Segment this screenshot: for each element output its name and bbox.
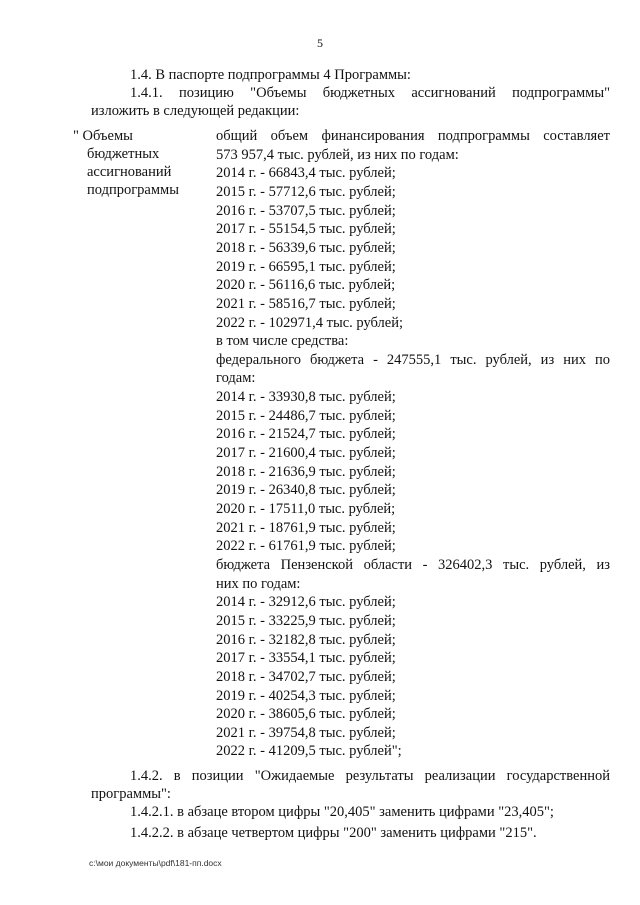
right-line: 573 957,4 тыс. рублей, из них по годам: (216, 146, 459, 163)
table-left-column (73, 127, 213, 199)
right-line: 2021 г. - 58516,7 тыс. рублей; (216, 295, 396, 312)
right-line: них по годам: (216, 575, 301, 592)
right-line: 2017 г. - 33554,1 тыс. рублей; (216, 650, 396, 667)
right-line: 2020 г. - 38605,6 тыс. рублей; (216, 706, 396, 723)
right-line: федерального бюджета - 247555,1 тыс. рублей, из них по (216, 351, 610, 368)
right-line: 2019 г. - 40254,3 тыс. рублей; (216, 687, 396, 704)
right-line: 2017 г. - 21600,4 тыс. рублей; (216, 445, 396, 461)
right-line: 2016 г. - 53707,5 тыс. рублей; (216, 202, 396, 219)
intro-line-2: 1.4.1. позицию "Объемы бюджетных ассигнований подпрограммы" (130, 85, 610, 101)
file-path-footer: c:\мои документы\pdf\181-пп.docx (89, 858, 222, 868)
intro-line-3: изложить в следующей редакции: (91, 103, 300, 119)
right-line: 2015 г. - 24486,7 тыс. рублей; (216, 407, 396, 424)
right-line: годам: (216, 370, 256, 387)
right-line: 2016 г. - 21524,7 тыс. рублей; (216, 426, 396, 443)
section-142-line-1: 1.4.2. в позиции "Ожидаемые результаты реализации государственной (130, 768, 610, 784)
right-line: 2022 г. - 102971,4 тыс. рублей; (216, 314, 403, 331)
left-line-1: " Объемы (73, 128, 133, 144)
left-line-2: бюджетных (87, 146, 160, 162)
right-line: 2018 г. - 56339,6 тыс. рублей; (216, 239, 396, 256)
right-line: 2017 г. - 55154,5 тыс. рублей; (216, 221, 396, 238)
right-line: общий объем финансирования подпрограммы составляет (216, 128, 610, 144)
right-line: 2021 г. - 18761,9 тыс. рублей; (216, 519, 396, 536)
right-line: 2019 г. - 66595,1 тыс. рублей; (216, 258, 396, 275)
section-142-line-2: программы": (91, 786, 171, 802)
left-line-3: ассигнований (87, 164, 172, 180)
right-line: 2019 г. - 26340,8 тыс. рублей; (216, 482, 396, 499)
right-line: 2014 г. - 32912,6 тыс. рублей; (216, 594, 396, 611)
right-line: 2018 г. - 34702,7 тыс. рублей; (216, 668, 396, 685)
section-142-line-3: 1.4.2.1. в абзаце втором цифры "20,405" заменить цифрами "23,405"; (130, 804, 554, 820)
right-line: 2015 г. - 57712,6 тыс. рублей; (216, 183, 396, 200)
intro-line-1: 1.4. В паспорте подпрограммы 4 Программы: (130, 67, 411, 83)
right-line: 2022 г. - 41209,5 тыс. рублей"; (216, 743, 402, 760)
right-line: 2022 г. - 61761,9 тыс. рублей; (216, 538, 396, 555)
right-line: 2021 г. - 39754,8 тыс. рублей; (216, 724, 396, 741)
right-line: 2014 г. - 33930,8 тыс. рублей; (216, 389, 396, 406)
right-line: 2020 г. - 56116,6 тыс. рублей; (216, 277, 396, 294)
right-line: 2015 г. - 33225,9 тыс. рублей; (216, 612, 396, 629)
left-line-4: подпрограммы (87, 182, 179, 198)
right-line: 2014 г. - 66843,4 тыс. рублей; (216, 165, 396, 182)
right-line: 2020 г. - 17511,0 тыс. рублей; (216, 501, 396, 517)
right-line: бюджета Пензенской области - 326402,3 тыс. рублей, из (216, 557, 610, 573)
right-line: 2018 г. - 21636,9 тыс. рублей; (216, 463, 396, 480)
right-line: в том числе средства: (216, 333, 349, 350)
right-line: 2016 г. - 32182,8 тыс. рублей; (216, 631, 396, 648)
section-142-line-4: 1.4.2.2. в абзаце четвертом цифры "200" заменить цифрами "215". (130, 825, 537, 841)
page-number: 5 (317, 36, 323, 50)
